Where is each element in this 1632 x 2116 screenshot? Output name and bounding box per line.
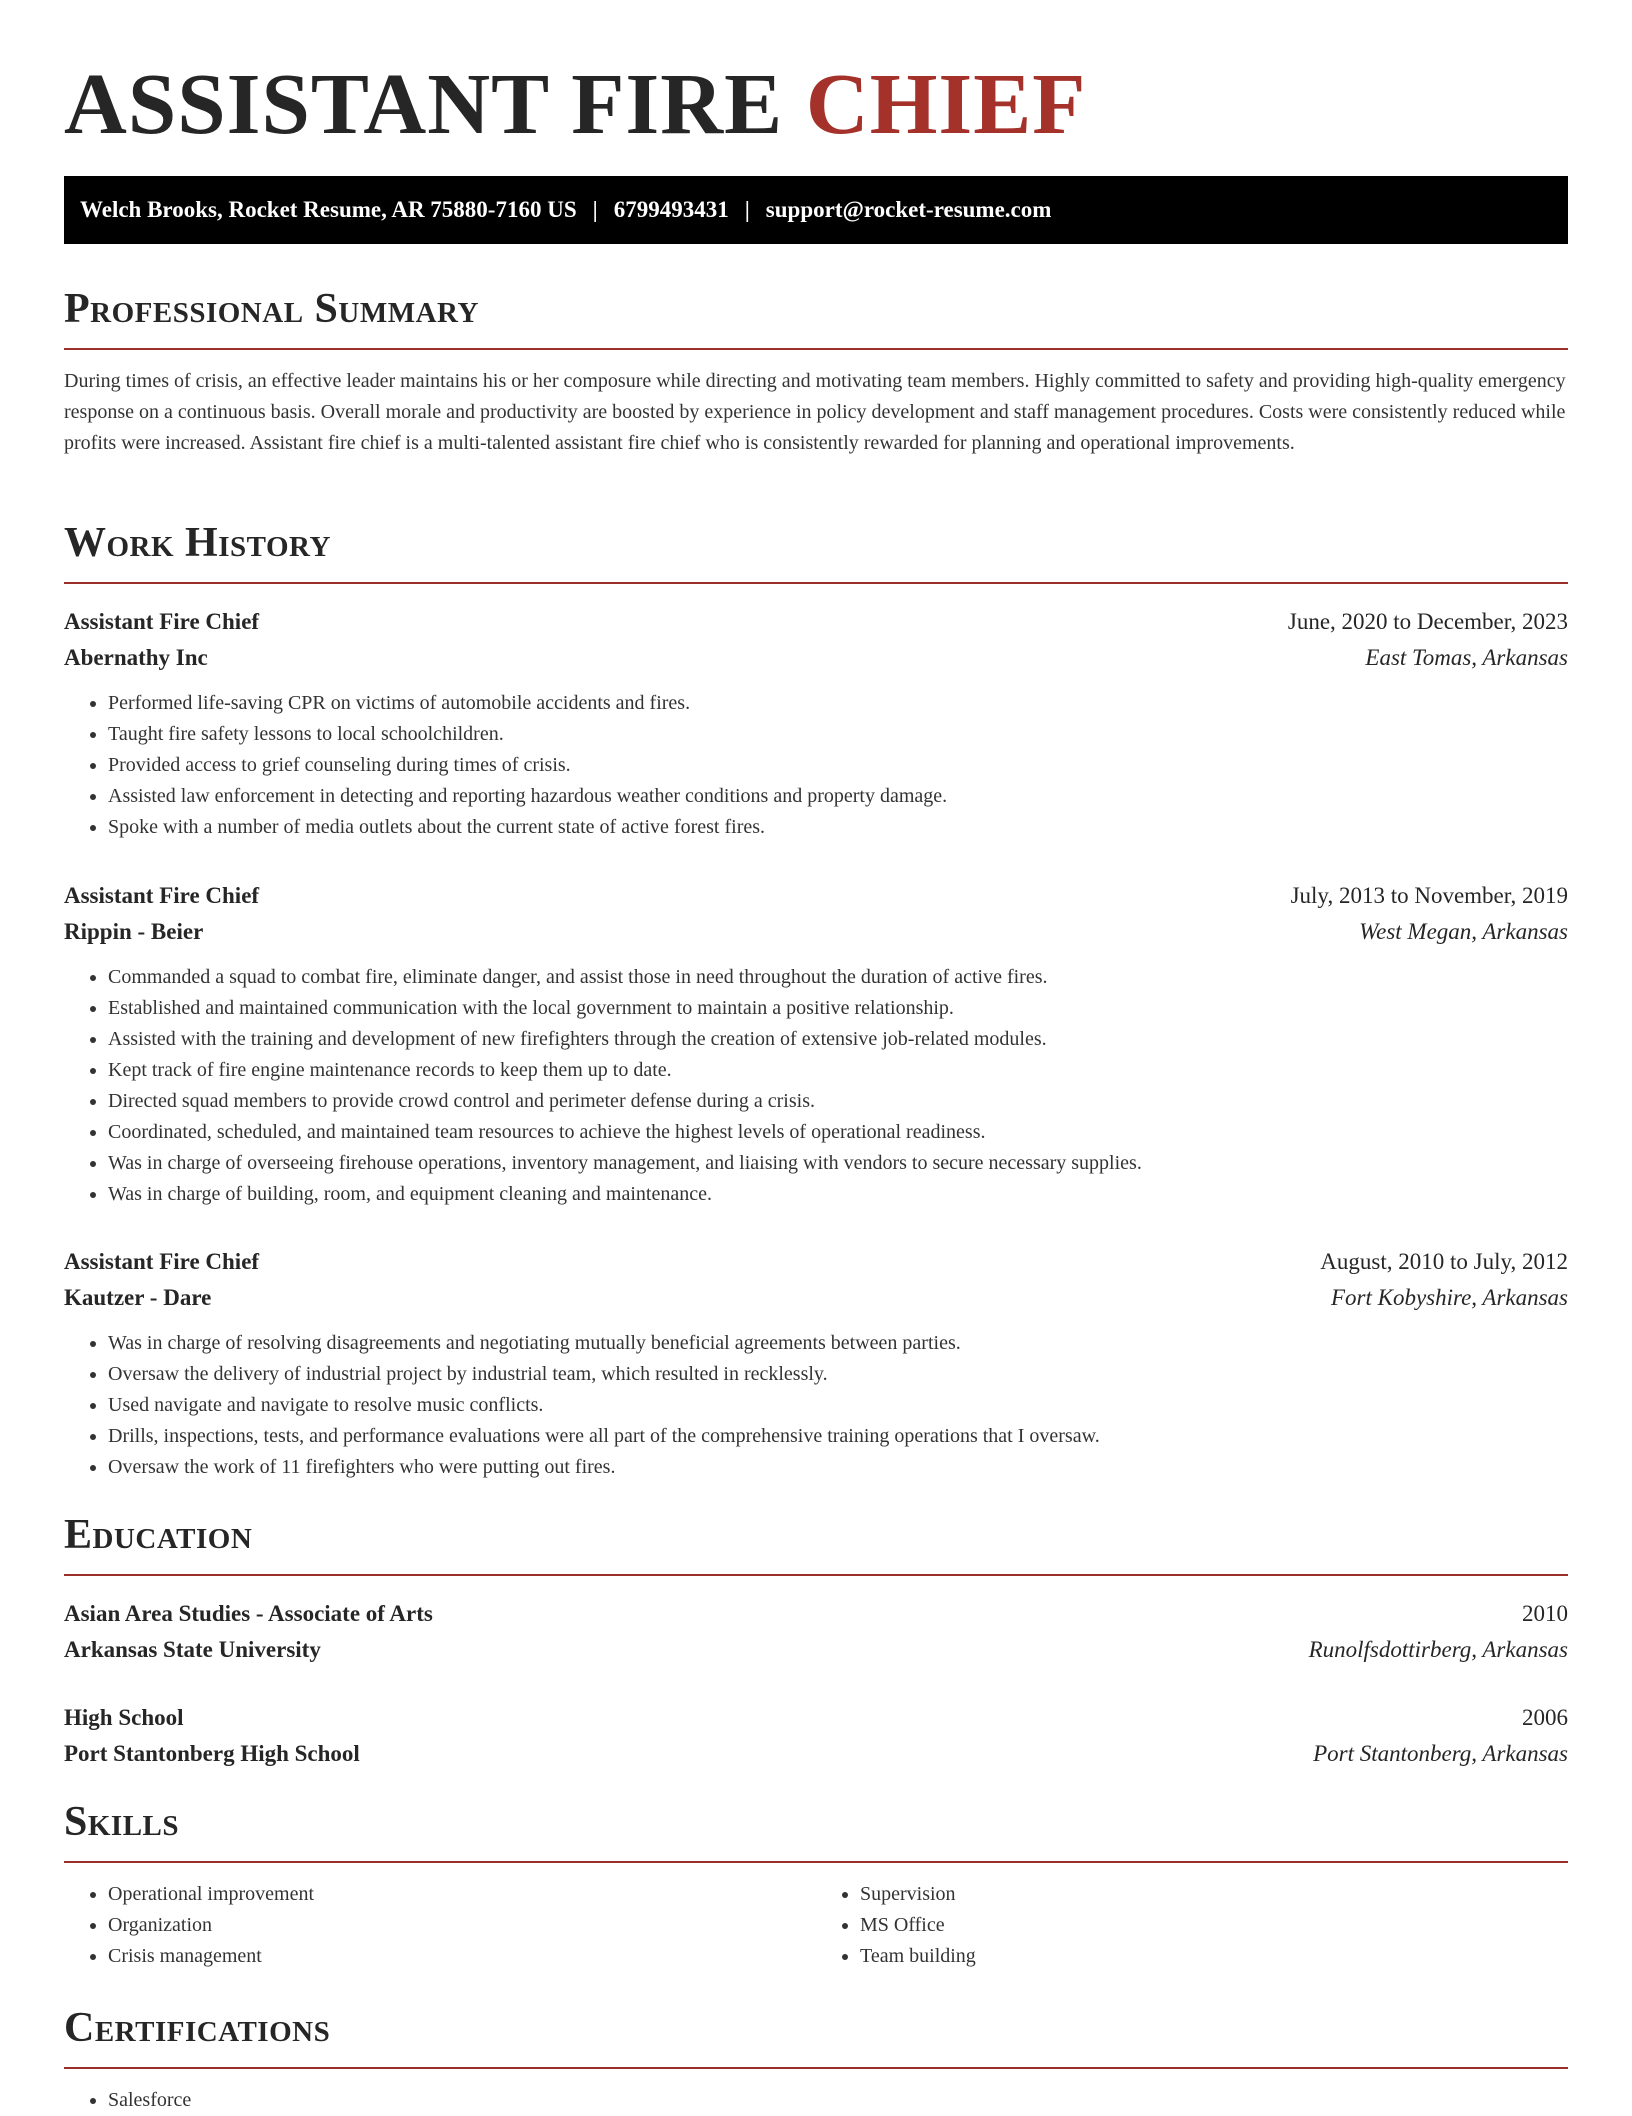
job-title: Assistant Fire Chief (64, 1249, 260, 1274)
job-location: Fort Kobyshire, Arkansas (1330, 1285, 1568, 1310)
list-item: • Spoke with a number of media outlets about the current state of active forest fires. (108, 812, 1568, 843)
list-item: • Was in charge of resolving disagreements and negotiating mutually beneficial agreements between parties. (108, 1328, 1568, 1359)
section-divider (64, 2067, 1568, 2069)
section-divider (64, 1861, 1568, 1863)
job-company-row (64, 914, 1568, 950)
certifications-list (64, 2085, 1568, 2116)
list-item: • Organization (108, 1910, 816, 1941)
list-item: • Directed squad members to provide crowd control and perimeter defense during a crisis. (108, 1086, 1568, 1117)
job-entry (64, 1244, 1568, 1483)
job-company: Kautzer - Dare (64, 1285, 212, 1310)
education-degree-row (64, 1596, 1568, 1632)
section-heading: Skills (64, 1799, 180, 1845)
skills-section (64, 1797, 1568, 1972)
education-entry (64, 1596, 1568, 1668)
contact-separator: | (744, 197, 750, 222)
summary-text: During times of crisis, an effective leader maintains his or her composure while directing and motivating team members. Highly committed to safety and providing high-quality emergency response on a continuous basis. Overall morale and productivity are boosted by experience in policy development and staff management procedures. Costs were consistently reduced while profits were increased. Assistant fire chief is a multi-talented assistant fire chief who is consistently rewarded for planning and operational improvements. (64, 370, 1566, 454)
list-item: • Salesforce (108, 2085, 1568, 2116)
job-header-row (64, 604, 1568, 640)
education-location: Runolfsdottirberg, Arkansas (1308, 1637, 1568, 1662)
list-item: • MS Office (860, 1910, 1568, 1941)
job-dates: June, 2020 to December, 2023 (1287, 609, 1568, 634)
education-year: 2006 (1522, 1705, 1568, 1730)
list-item: • Was in charge of building, room, and equipment cleaning and maintenance. (108, 1179, 1568, 1210)
list-item: • Operational improvement (108, 1879, 816, 1910)
skills-column-right (816, 1879, 1568, 1972)
contact-address: Welch Brooks, Rocket Resume, AR 75880-7160 US (80, 197, 577, 222)
education-degree-row (64, 1700, 1568, 1736)
section-divider (64, 582, 1568, 584)
contact-separator: | (592, 197, 598, 222)
list-item: • Team building (860, 1941, 1568, 1972)
summary-section (64, 284, 1568, 459)
contact-email[interactable]: support@rocket-resume.com (765, 197, 1052, 222)
job-company-row (64, 1280, 1568, 1316)
list-item: • Coordinated, scheduled, and maintained team resources to achieve the highest levels of operational readiness. (108, 1117, 1568, 1148)
job-header-row (64, 1244, 1568, 1280)
education-degree: High School (64, 1705, 184, 1730)
list-item: • Provided access to grief counseling during times of crisis. (108, 750, 1568, 781)
list-item: • Supervision (860, 1879, 1568, 1910)
certifications-section (64, 2003, 1568, 2116)
education-year: 2010 (1522, 1601, 1568, 1626)
job-location: East Tomas, Arkansas (1365, 645, 1568, 670)
work-history-heading-block (64, 518, 1568, 584)
job-bullets (64, 1328, 1568, 1483)
list-item: • Kept track of fire engine maintenance records to keep them up to date. (108, 1055, 1568, 1086)
skills-column-left (64, 1879, 816, 1972)
skills-grid (64, 1879, 1568, 1972)
section-heading: Professional Summary (64, 286, 479, 332)
education-school-row (64, 1632, 1568, 1668)
job-bullets (64, 962, 1568, 1210)
education-school-row (64, 1736, 1568, 1772)
list-item: • Oversaw the delivery of industrial project by industrial team, which resulted in recklessly. (108, 1359, 1568, 1390)
list-item: • Oversaw the work of 11 firefighters who were putting out fires. (108, 1452, 1568, 1483)
job-company: Rippin - Beier (64, 919, 204, 944)
job-company-row (64, 640, 1568, 676)
education-school: Port Stantonberg High School (64, 1741, 360, 1766)
contact-bar (64, 176, 1568, 244)
education-degree: Asian Area Studies - Associate of Arts (64, 1601, 433, 1626)
skills-list (64, 1879, 816, 1972)
contact-phone[interactable]: 6799493431 (613, 197, 729, 222)
list-item: • Taught fire safety lessons to local schoolchildren. (108, 719, 1568, 750)
job-header-row (64, 878, 1568, 914)
job-dates: July, 2013 to November, 2019 (1290, 883, 1568, 908)
section-heading: Education (64, 1512, 253, 1558)
section-divider (64, 348, 1568, 350)
title-accent: CHIEF (805, 55, 1087, 152)
list-item: • Commanded a squad to combat fire, eliminate danger, and assist those in need throughout the duration of active fires. (108, 962, 1568, 993)
job-location: West Megan, Arkansas (1359, 919, 1568, 944)
skills-list (816, 1879, 1568, 1972)
list-item: • Was in charge of overseeing firehouse operations, inventory management, and liaising with vendors to secure necessary supplies. (108, 1148, 1568, 1179)
title-main: ASSISTANT FIRE (64, 55, 806, 152)
job-title: Assistant Fire Chief (64, 609, 260, 634)
job-company: Abernathy Inc (64, 645, 208, 670)
list-item: • Used navigate and navigate to resolve music conflicts. (108, 1390, 1568, 1421)
job-bullets (64, 688, 1568, 843)
section-divider (64, 1574, 1568, 1576)
education-entry (64, 1700, 1568, 1772)
list-item: • Established and maintained communication with the local government to maintain a positive relationship. (108, 993, 1568, 1024)
list-item: • Crisis management (108, 1941, 816, 1972)
resume-title (64, 0, 1568, 152)
education-heading-block (64, 1510, 1568, 1576)
list-item: • Assisted law enforcement in detecting and reporting hazardous weather conditions and property damage. (108, 781, 1568, 812)
education-school: Arkansas State University (64, 1637, 321, 1662)
job-entry (64, 878, 1568, 1210)
list-item: • Assisted with the training and development of new firefighters through the creation of extensive job-related modules. (108, 1024, 1568, 1055)
job-dates: August, 2010 to July, 2012 (1320, 1249, 1568, 1274)
section-heading: Certifications (64, 2005, 331, 2051)
job-entry (64, 604, 1568, 843)
section-heading: Work History (64, 520, 331, 566)
list-item: • Drills, inspections, tests, and performance evaluations were all part of the comprehensive training operations that I oversaw. (108, 1421, 1568, 1452)
list-item: • Performed life-saving CPR on victims of automobile accidents and fires. (108, 688, 1568, 719)
job-title: Assistant Fire Chief (64, 883, 260, 908)
education-location: Port Stantonberg, Arkansas (1313, 1741, 1568, 1766)
